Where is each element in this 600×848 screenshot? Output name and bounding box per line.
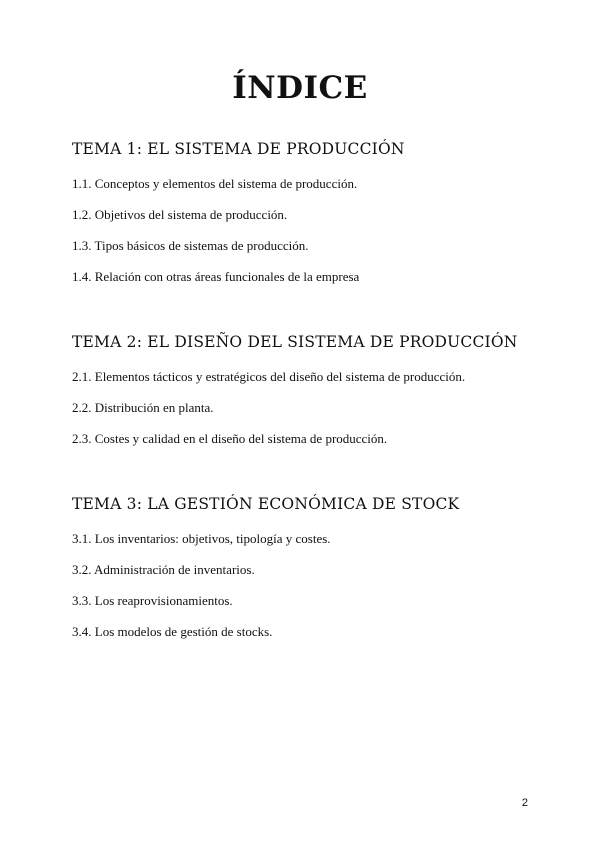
page-title: ÍNDICE: [232, 70, 368, 106]
list-item: 3.3. Los reaprovisionamientos.: [72, 593, 233, 608]
section-heading: TEMA 2: EL DISEÑO DEL SISTEMA DE PRODUCCIÓN: [72, 333, 518, 351]
section-item-list: [72, 176, 532, 285]
section-tema-2: [72, 333, 532, 462]
section-item-list: [72, 531, 532, 640]
page-number: 2: [521, 797, 528, 809]
list-item: 2.2. Distribución en planta.: [72, 400, 214, 415]
list-item: 3.4. Los modelos de gestión de stocks.: [72, 624, 273, 639]
list-item: 1.2. Objetivos del sistema de producción.: [72, 207, 288, 222]
list-item: 1.4. Relación con otras áreas funcionales de la empresa: [72, 269, 360, 284]
list-item: 1.1. Conceptos y elementos del sistema de producción.: [72, 176, 358, 191]
list-item: 1.3. Tipos básicos de sistemas de producción.: [72, 238, 309, 253]
list-item: 2.3. Costes y calidad en el diseño del sistema de producción.: [72, 431, 388, 446]
list-item: 3.2. Administración de inventarios.: [72, 562, 255, 577]
list-item: 2.1. Elementos tácticos y estratégicos del diseño del sistema de producción.: [72, 369, 466, 384]
section-heading: TEMA 1: EL SISTEMA DE PRODUCCIÓN: [72, 140, 405, 158]
section-tema-1: [72, 140, 532, 300]
section-tema-3: [72, 495, 532, 655]
section-heading: TEMA 3: LA GESTIÓN ECONÓMICA DE STOCK: [72, 495, 460, 513]
section-item-list: [72, 369, 532, 447]
list-item: 3.1. Los inventarios: objetivos, tipología y costes.: [72, 531, 331, 546]
